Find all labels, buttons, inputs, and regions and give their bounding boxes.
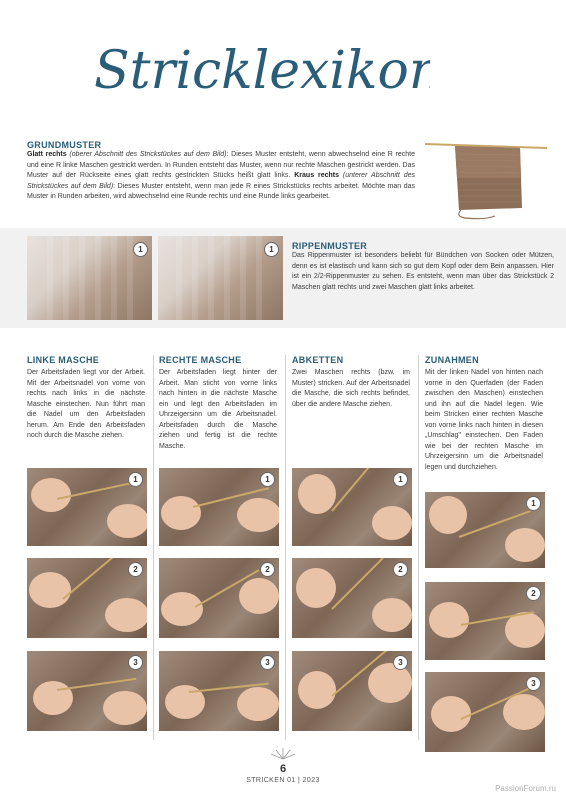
watermark: PassionForum.ru	[495, 784, 556, 793]
step-badge: 1	[128, 472, 143, 487]
rechte-masche-photo-1	[159, 468, 279, 546]
zunahmen-heading: ZUNAHMEN	[425, 355, 479, 365]
column-divider	[285, 355, 286, 740]
zunahmen-photo-2	[425, 582, 545, 660]
abketten-section	[292, 355, 410, 410]
rechte-masche-photo-3	[159, 651, 279, 731]
linke-masche-heading: LINKE MASCHE	[27, 355, 100, 365]
step-badge: 2	[393, 562, 408, 577]
rippenmuster-photo-2	[158, 236, 283, 320]
step-badge: 2	[128, 562, 143, 577]
glatt-label: Glatt rechts	[27, 151, 67, 158]
page-title-text: Stricklexikon	[94, 41, 430, 101]
glatt-note: (oberer Abschnitt des Strickstückes auf dem Bild)	[69, 151, 227, 158]
rippenmuster-section	[292, 241, 554, 293]
step-badge: 3	[526, 676, 541, 691]
linke-masche-section	[27, 355, 145, 442]
abketten-photo-3	[292, 651, 412, 731]
step-badge: 3	[393, 655, 408, 670]
abketten-photo-1	[292, 468, 412, 546]
linke-masche-photo-2	[27, 558, 147, 638]
grundmuster-photo	[425, 136, 550, 221]
step-badge: 1	[526, 496, 541, 511]
page-number: 6	[279, 763, 287, 775]
grundmuster-section	[27, 140, 415, 203]
rechte-masche-heading: RECHTE MASCHE	[159, 355, 242, 365]
rechte-masche-text: Der Arbeitsfaden liegt hinter der Arbeit. Man sticht von vorne links nach hinten in die nächste Masche ein und legt den Arbeitsfaden im Uhrzeigersinn um die Arbeitsnadel. Arbeitsfaden durch die Masche ziehen und fertig ist die rechte Masche.	[159, 369, 277, 450]
issue-label: STRICKEN 01 | 2023	[246, 777, 320, 784]
rippenmuster-text: Das Rippenmuster ist besonders beliebt für Bündchen von Socken oder Mützen, denn es ist elastisch und kann sich so gut dem Kopf oder dem Bein anpassen. Hier ist ein 2/2-Rippenmuster zu sehen. Es entsteht, wenn man über das Strickstück 2 Maschen glatt rechts und zwei Maschen glatt links arbeitet.	[292, 252, 554, 291]
rechte-masche-photo-2	[159, 558, 279, 638]
rechte-masche-section	[159, 355, 277, 452]
linke-masche-photo-3	[27, 651, 147, 731]
abketten-photo-2	[292, 558, 412, 638]
step-badge: 1	[133, 242, 148, 257]
kraus-note: (unterer Abschnitt des Strickstückes auf dem Bild)	[27, 172, 415, 190]
abketten-heading: ABKETTEN	[292, 355, 344, 365]
step-badge: 3	[260, 655, 275, 670]
column-divider	[418, 355, 419, 740]
glatt-text: : Dieses Muster entsteht, wenn abwechselnd eine R rechte und eine R linke Maschen gestrickt werden. In Runden entsteht das Muster, wenn nur rechte Maschen gestrickt werden. Das Muster auf der Rückseite eines glatt rechts gestrickten Stücks heißt glatt links.	[27, 151, 415, 179]
abketten-text: Zwei Maschen rechts (bzw. im Muster) stricken. Auf der Arbeitsnadel die Masche, die sich rechts befindet, über die andere Masche ziehen.	[292, 369, 410, 408]
step-badge: 2	[526, 586, 541, 601]
column-divider	[153, 355, 154, 740]
kraus-text: : Dieses Muster entsteht, wenn man jede R eines Strickstücks rechts arbeitet. Möchte man das Muster in Runden arbeiten, wird abwechselnd eine Runde rechts und eine Runde links gearbeitet.	[27, 182, 415, 200]
step-badge: 1	[260, 472, 275, 487]
linke-masche-text: Der Arbeitsfaden liegt vor der Arbeit. Mit der Arbeitsnadel von vorne von rechts nach links in die nächste Masche einstechen. Nun führt man die Nadel um den Arbeitsfaden herum. Am Ende den Arbeitsfaden noch durch die Masche ziehen.	[27, 369, 145, 439]
rippenmuster-heading: RIPPENMUSTER	[292, 241, 368, 251]
footer-ornament-icon	[268, 747, 298, 761]
rippenmuster-photo-1	[27, 236, 152, 320]
zunahmen-photo-3	[425, 672, 545, 752]
step-badge: 1	[393, 472, 408, 487]
step-badge: 1	[264, 242, 279, 257]
zunahmen-section	[425, 355, 543, 473]
grundmuster-text	[27, 150, 415, 203]
zunahmen-text: Mit der linken Nadel von hinten nach vorne in den Querfaden (der Faden zwischen den Maschen) einstechen und ihn auf die Nadel legen. Wie beim Stricken einer rechten Masche von vorne links nach hinten in diesen „Umschlag" einstechen. Den Faden wie bei der rechten Masche im Uhrzeigersinn um die Arbeitsnadel legen und durchziehen.	[425, 369, 543, 471]
zunahmen-photo-1	[425, 492, 545, 568]
step-badge: 3	[128, 655, 143, 670]
kraus-label: Kraus rechts	[294, 172, 339, 179]
grundmuster-heading: GRUNDMUSTER	[27, 140, 102, 150]
linke-masche-photo-1	[27, 468, 147, 546]
page-title	[90, 28, 430, 108]
step-badge: 2	[260, 562, 275, 577]
